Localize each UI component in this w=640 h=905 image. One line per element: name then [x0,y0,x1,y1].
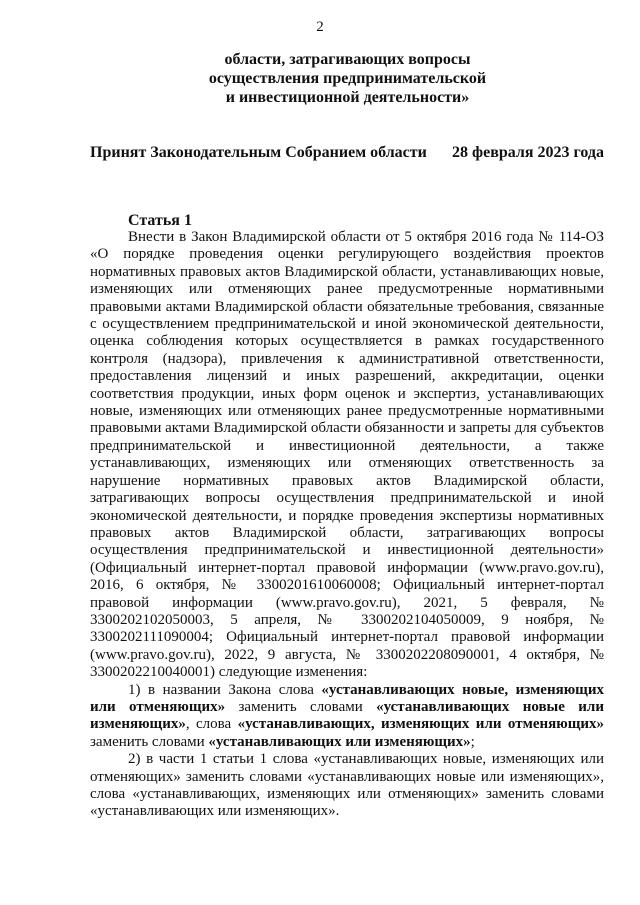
item-bold-text: «устанавливающих новые, изменяющих или отменяющих» [90,681,604,715]
item-text: заменить словами [225,698,377,715]
item-text: 1) в названии Закона слова [128,681,322,698]
item-bold-text: «устанавливающих, изменяющих или отменяющих» [237,716,604,733]
item-bold-text: «устанавливающих новые или изменяющих» [90,698,604,733]
amendment-item-1 [90,682,604,752]
law-title-line: осуществления предпринимательской [208,70,487,87]
item-bold-text: «устанавливающих или изменяющих» [208,733,471,750]
article-intro-paragraph: Внести в Закон Владимирской области от 5 октября 2016 года № 114-ОЗ «О порядке проведения оценки регулирующего воздействия проектов нормативных правовых актов Владимирской области, устанавливающих новые, изменяющих или отменяющих ранее предусмотренные нормативными правовыми актами Владимирской области обязательные требования, связанные с осуществлением предпринимательской и иной экономической деятельности, оценка соблюдения которых осуществляется в рамках государственного контроля (надзора), привлечения к административной ответственности, предоставления лицензий и иных разрешений, аккредитации, оценки соответствия продукции, иных форм оценок и экспертиз, устанавливающих новые, изменяющих или отменяющих ранее предусмотренные нормативными правовыми актами Владимирской области обязанности и запреты для субъектов предпринимательской и инвестиционной деятельности, а также устанавливающих, изменяющих или отменяющих ответственность за нарушение нормативных правовых актов Владимирской области, затрагивающих вопросы осуществления предпринимательской и иной экономической деятельности, и порядке проведения экспертизы нормативных правовых актов Владимирской области, затрагивающих вопросы осуществления предпринимательской и инвестиционной деятельности» (Официальный интернет-портал правовой информации (www.pravo.gov.ru), 2016, 6 октября, № 3300201610060008; Официальный интернет-портал правовой информации (www.pravo.gov.ru), 2021, 5 февраля, № 3300202102050003, 5 апреля, № 3300202104050009, 9 ноября, № 3300202111090004; Официальный интернет-портал правовой информации (www.pravo.gov.ru), 2022, 9 августа, № 3300202208090001, 4 октября, № 3300202210040001) следующие изменения: [90,229,604,681]
item-text: , слова [185,716,238,733]
law-title-line: области, затрагивающих вопросы [224,51,471,68]
law-title-line: и инвестиционной деятельности» [225,89,470,106]
item-text: ; [470,733,475,750]
article-heading: Статья 1 [128,212,192,229]
law-title [165,50,530,107]
adopted-by: Принят Законодательным Собранием области [90,144,427,161]
page-number: 2 [316,19,324,35]
amendment-item-2: 2) в части 1 статьи 1 слова «устанавливающих новые, изменяющих или отменяющих» заменить словами «устанавливающих новые или изменяющих», слова «устанавливающих, изменяющих или отменяющих» заменить словами «устанавливающих или изменяющих». [90,751,604,820]
adoption-date: 28 февраля 2023 года [452,144,604,161]
article-body [90,229,604,821]
item-text: заменить словами [90,733,209,750]
